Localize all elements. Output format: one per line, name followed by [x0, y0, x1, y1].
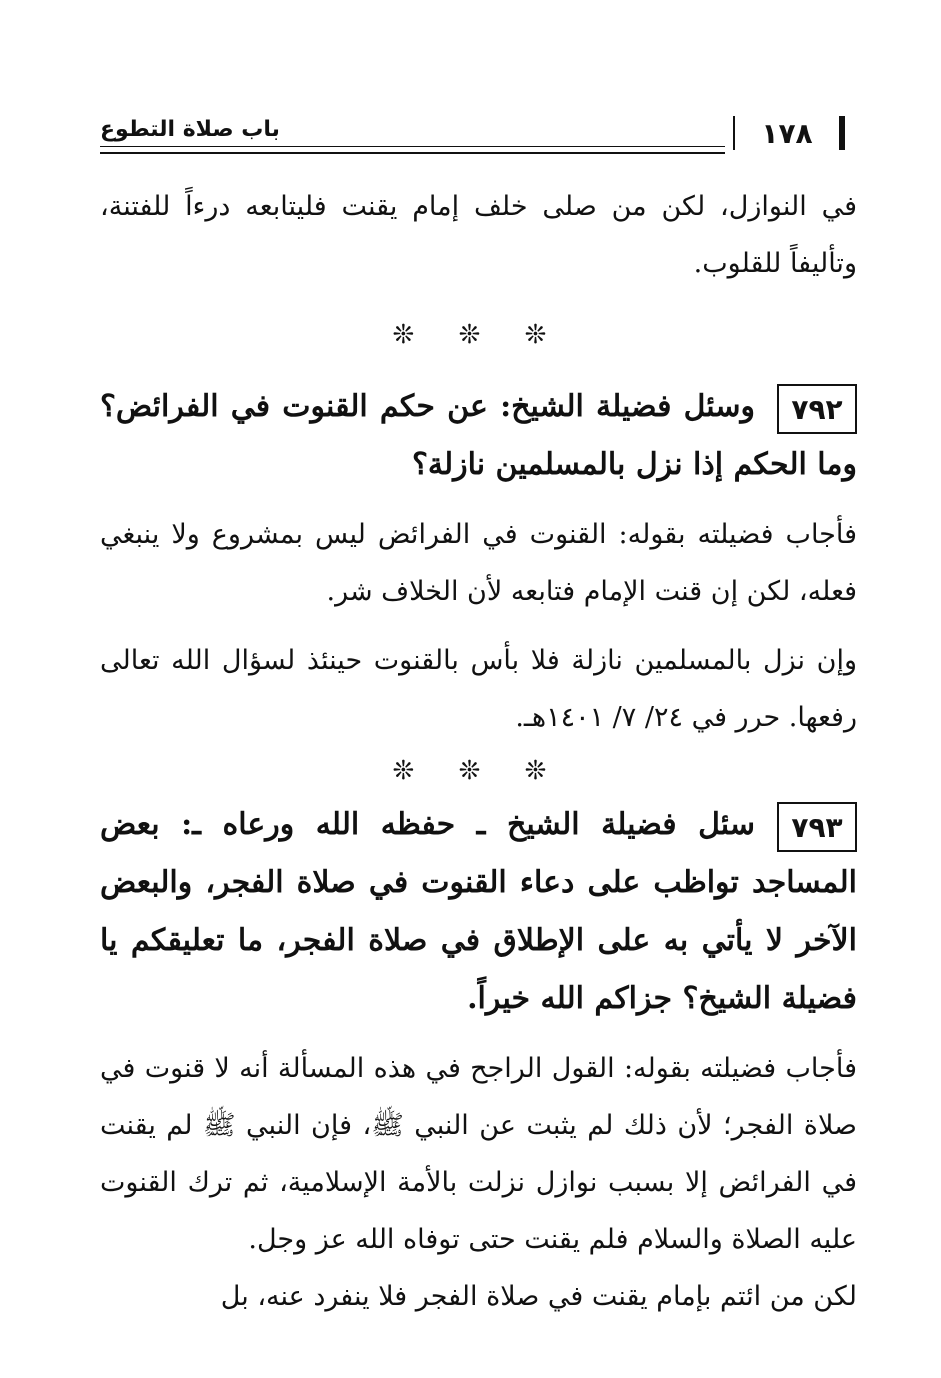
question-number-793: ٧٩٣	[777, 802, 857, 852]
question-793	[100, 796, 857, 1028]
header-rule	[100, 146, 725, 154]
answer-792-paragraph-1: فأجاب فضيلته بقوله: القنوت في الفرائض ليس بمشروع ولا ينبغي فعله، لكن إن قنت الإمام فتابعه لأن الخلاف شر.	[100, 519, 857, 607]
separator-2: ❊ ❊ ❊	[392, 756, 565, 786]
question-793-text: سئل فضيلة الشيخ ـ حفظه الله ورعاه ـ: بعض المساجد تواظب على دعاء القنوت في صلاة الفجر، والبعض الآخر لا يأتي به على الإطلاق في صلاة الفجر، ما تعليقكم يا فضيلة الشيخ؟ جزاكم الله خيراً.	[100, 807, 857, 1016]
page-header	[100, 112, 845, 154]
page-number: ١٧٨	[733, 116, 845, 150]
separator-1: ❊ ❊ ❊	[392, 320, 565, 350]
page-body	[100, 178, 857, 1325]
answer-793-paragraph-1: فأجاب فضيلته بقوله: القول الراجح في هذه المسألة أنه لا قنوت في صلاة الفجر؛ لأن ذلك لم يثبت عن النبي ﷺ، فإن النبي ﷺ لم يقنت في الفرائض إلا بسبب نوازل نزلت بالأمة الإسلامية، ثم ترك القنوت عليه الصلاة والسلام فلم يقنت حتى توفاه الله عز وجل.	[100, 1053, 857, 1255]
question-792	[100, 378, 857, 494]
intro-paragraph: في النوازل، لكن من صلى خلف إمام يقنت فليتابعه درءاً للفتنة، وتأليفاً للقلوب.	[100, 191, 857, 279]
chapter-title: باب صلاة التطوع	[100, 117, 280, 142]
answer-792-paragraph-2: وإن نزل بالمسلمين نازلة فلا بأس بالقنوت حينئذ لسؤال الله تعالى رفعها. حرر في ٢٤/ ٧/ ١٤٠١هـ.	[100, 645, 857, 733]
answer-793-paragraph-2: لكن من ائتم بإمام يقنت في صلاة الفجر فلا ينفرد عنه، بل	[220, 1281, 857, 1312]
question-792-text: وسئل فضيلة الشيخ: عن حكم القنوت في الفرائض؟ وما الحكم إذا نزل بالمسلمين نازلة؟	[100, 389, 857, 482]
question-number-792: ٧٩٢	[777, 384, 857, 434]
